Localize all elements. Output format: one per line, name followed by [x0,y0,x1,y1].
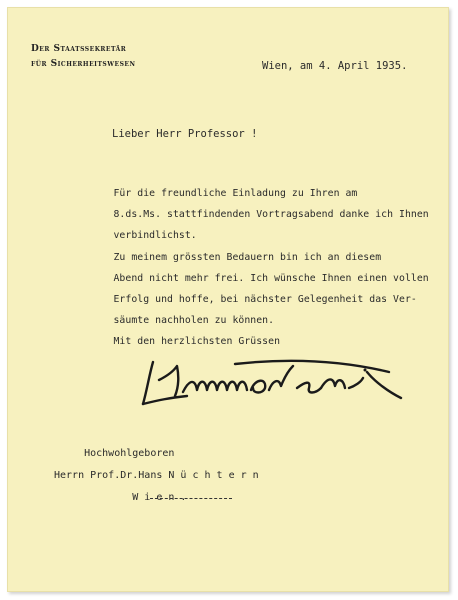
body-line: Für die freundliche Einladung zu Ihren am [54,188,358,199]
body-line: säumte nachholen zu können. [54,315,275,327]
body-line: 8.ds.Ms. stattfindenden Vortragsabend danke ich Ihnen [54,209,429,221]
body-line: Zu meinem grössten Bedauern bin ich an diesem [54,251,382,263]
handwritten-signature [139,352,409,422]
body-line: verbindlichst. [54,230,197,242]
letterhead [31,42,135,72]
city-underline [150,498,232,499]
letter-body [54,183,429,353]
recipient-address [54,443,259,509]
salutation: Lieber Herr Professor ! [112,128,258,140]
body-line: Mit den herzlichsten Grüssen [54,336,281,348]
letterhead-line-1: Der Staatssekretär [31,44,127,54]
address-line-city: W i e n . [54,492,187,503]
letterhead-line-2: für Sicherheitswesen [31,59,136,69]
address-line-name: Herrn Prof.Dr.Hans N ü c h t e r n [54,470,259,481]
address-line-honorific: Hochwohlgeboren [54,448,175,459]
letter-date: Wien, am 4. April 1935. [262,60,408,72]
body-line: Erfolg und hoffe, bei nächster Gelegenheit das Ver- [54,294,417,306]
letter-paper [7,7,449,592]
body-line: Abend nicht mehr frei. Ich wünsche Ihnen einen vollen [54,272,429,284]
